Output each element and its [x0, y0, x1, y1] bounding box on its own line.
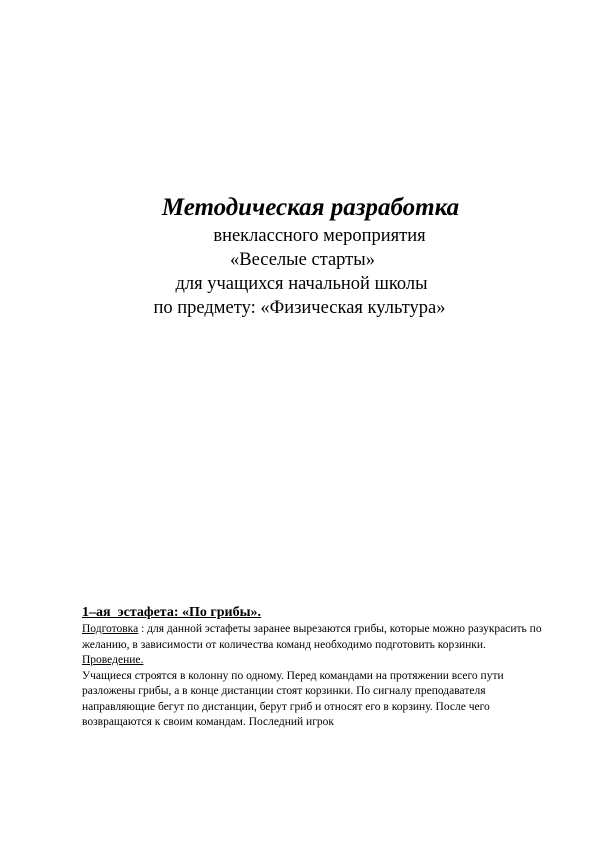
relay-title: 1–ая эстафета: «По грибы».	[82, 605, 262, 620]
title-block	[0, 192, 595, 320]
preparation-label: Подготовка	[82, 623, 139, 635]
relay-section	[82, 605, 552, 731]
subtitle-line-3: для учащихся начальной школы	[175, 274, 428, 294]
conduct-paragraph: Учащиеся строятся в колонну по одному. Перед командами на протяжении всего пути разложены грибы, а в конце дистанции стоят корзинки. По сигналу преподавателя направляющие бегут по дистанции, берут гриб и относят его в корзину. После чего возвращаются к своим командам. Последний игрок	[82, 669, 504, 728]
document-title: Методическая разработка	[161, 194, 460, 221]
conduct-heading	[82, 653, 552, 669]
conduct-label: Проведение.	[82, 654, 144, 666]
preparation-text: : для данной эстафеты заранее вырезаются грибы, которые можно разукрасить по желанию, в зависимости от количества команд необходимо подготовить корзинки.	[82, 623, 542, 651]
subtitle-line-1: внеклассного мероприятия	[213, 226, 426, 246]
subtitle-line-2: «Веселые старты»	[230, 250, 375, 270]
preparation-paragraph	[82, 622, 552, 653]
subtitle-line-4: по предмету: «Физическая культура»	[153, 298, 446, 318]
